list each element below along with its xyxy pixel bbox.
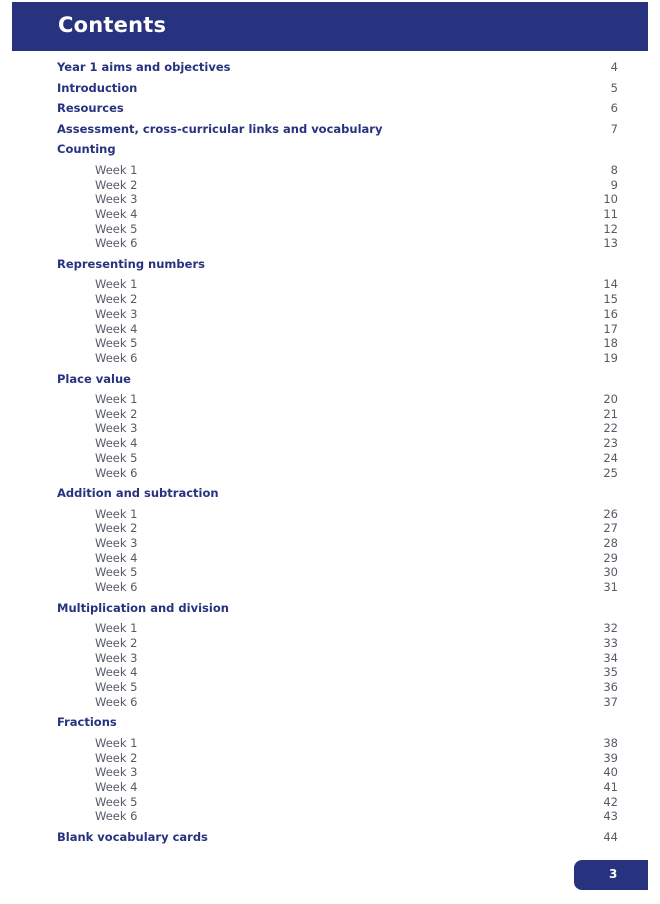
toc-entry-page: 29	[603, 550, 618, 565]
page-number: 3	[609, 867, 618, 881]
toc-week-entry[interactable]	[57, 292, 618, 307]
toc-entry-page: 36	[603, 680, 618, 694]
toc-entry-label: Week 4	[95, 779, 138, 794]
toc-entry-page: 40	[603, 765, 618, 780]
toc-week-entry[interactable]	[57, 351, 618, 366]
toc-entry-label: Blank vocabulary cards	[57, 830, 208, 844]
toc-entry-page: 28	[603, 536, 618, 550]
toc-entry-label: Week 4	[95, 206, 138, 221]
toc-entry-label: Week 2	[95, 292, 138, 307]
toc-entry-page: 21	[603, 406, 618, 421]
toc-entry-page: 38	[603, 735, 618, 750]
toc-entry-page: 10	[603, 192, 618, 207]
toc-week-entry[interactable]	[57, 795, 618, 810]
toc-week-entry[interactable]	[57, 621, 618, 636]
toc-entry-page: 34	[603, 650, 618, 665]
toc-week-entry[interactable]	[57, 565, 618, 580]
toc-entry-page: 42	[603, 794, 618, 809]
toc-entry-label: Addition and subtraction	[57, 486, 219, 501]
page-title: Contents	[58, 13, 167, 37]
toc-week-entry[interactable]	[57, 551, 618, 566]
toc-entry-page: 14	[603, 277, 618, 292]
toc-entry-label: Week 5	[95, 336, 138, 351]
toc-entry-label: Week 6	[95, 809, 138, 824]
toc-entry-label: Resources	[57, 101, 124, 116]
toc-entry-label: Week 2	[95, 177, 138, 192]
page-number-badge	[574, 860, 648, 890]
toc-entry-page: 13	[603, 236, 618, 251]
toc-entry-label: Week 5	[95, 680, 138, 694]
toc-entry-page: 24	[603, 450, 618, 465]
toc-entry-label: Week 5	[95, 565, 138, 580]
toc-week-entry[interactable]	[57, 322, 618, 337]
toc-entry-label: Week 3	[95, 765, 138, 780]
toc-entry-page: 22	[603, 421, 618, 436]
toc-entry-page: 23	[603, 436, 618, 451]
toc-week-entry[interactable]	[57, 392, 618, 407]
toc-entry-page: 35	[603, 665, 618, 680]
toc-entry-page: 11	[603, 206, 618, 221]
toc-entry-label: Week 3	[95, 650, 138, 665]
toc-week-entry[interactable]	[57, 192, 618, 207]
toc-entry-page: 19	[603, 350, 618, 365]
toc-entry-page: 44	[603, 830, 618, 844]
toc-entry-label: Week 3	[95, 192, 138, 207]
toc-entry-page: 12	[603, 221, 618, 236]
toc-entry-label: Week 4	[95, 665, 138, 680]
toc-entry-label: Week 6	[95, 580, 138, 595]
header-banner	[12, 2, 648, 51]
toc-week-entry[interactable]	[57, 466, 618, 481]
toc-entry-label: Week 6	[95, 350, 138, 365]
toc-entry-label: Week 6	[95, 694, 138, 709]
toc-entry-label: Week 2	[95, 521, 138, 536]
toc-entry-label: Week 3	[95, 306, 138, 321]
toc-week-entry[interactable]	[57, 780, 618, 795]
toc-entry-page: 25	[603, 465, 618, 480]
toc-week-entry[interactable]	[57, 407, 618, 422]
toc-entry-label: Assessment, cross-curricular links and vocabulary	[57, 121, 383, 136]
toc-entry-page: 9	[610, 177, 618, 192]
toc-entry-label: Introduction	[57, 80, 138, 95]
toc-week-entry[interactable]	[57, 178, 618, 193]
toc-week-entry[interactable]	[57, 809, 618, 824]
toc-entry-page: 16	[603, 306, 618, 321]
toc-entry-label: Year 1 aims and objectives	[57, 60, 231, 74]
toc-week-entry[interactable]	[57, 651, 618, 666]
toc-entry-label: Fractions	[57, 715, 117, 730]
toc-entry-page: 43	[603, 809, 618, 824]
toc-week-entry[interactable]	[57, 336, 618, 351]
toc-entry-label: Week 6	[95, 465, 138, 480]
toc-entry-page: 39	[603, 750, 618, 765]
toc-entry-label: Counting	[57, 142, 116, 157]
toc-entry-label: Week 1	[95, 621, 138, 636]
toc-entry-label: Week 5	[95, 221, 138, 236]
toc-entry-label: Week 4	[95, 436, 138, 451]
toc-week-entry[interactable]	[57, 680, 618, 695]
toc-entry-page: 30	[603, 565, 618, 580]
toc-week-entry[interactable]	[57, 536, 618, 551]
toc-section-entry[interactable]	[57, 142, 618, 163]
toc-section-entry[interactable]	[57, 81, 618, 102]
toc-week-entry[interactable]	[57, 695, 618, 710]
toc-week-entry[interactable]	[57, 277, 618, 292]
toc-entry-page: 41	[603, 779, 618, 794]
toc-entry-label: Week 2	[95, 406, 138, 421]
toc-entry-page: 32	[603, 621, 618, 636]
toc-section-entry[interactable]	[57, 122, 618, 143]
toc-section-entry[interactable]	[57, 372, 618, 393]
toc-week-entry[interactable]	[57, 507, 618, 522]
toc-entry-label: Week 2	[95, 750, 138, 765]
toc-entry-page: 4	[610, 60, 618, 74]
toc-entry-label: Representing numbers	[57, 257, 205, 271]
toc-entry-page: 15	[603, 292, 618, 307]
toc-entry-page: 20	[603, 392, 618, 406]
toc-entry-page: 37	[603, 694, 618, 709]
toc-week-entry[interactable]	[57, 636, 618, 651]
toc-entry-label: Week 5	[95, 794, 138, 809]
toc-entry-page: 31	[603, 580, 618, 595]
toc-section-entry[interactable]	[57, 257, 618, 278]
toc-entry-label: Week 1	[95, 277, 138, 292]
toc-section-entry[interactable]	[57, 715, 618, 736]
toc-entry-label: Week 3	[95, 421, 138, 436]
toc-entry-page: 18	[603, 336, 618, 351]
toc-week-entry[interactable]	[57, 451, 618, 466]
toc-entry-page: 26	[603, 506, 618, 521]
toc-week-entry[interactable]	[57, 163, 618, 178]
toc-week-entry[interactable]	[57, 751, 618, 766]
toc-entry-label: Week 2	[95, 635, 138, 650]
toc-entry-page: 7	[610, 121, 618, 136]
toc-entry-label: Multiplication and division	[57, 600, 229, 615]
toc-week-entry[interactable]	[57, 421, 618, 436]
toc-entry-page: 17	[603, 321, 618, 336]
toc-week-entry[interactable]	[57, 521, 618, 536]
toc-week-entry[interactable]	[57, 236, 618, 251]
toc-entry-page: 27	[603, 521, 618, 536]
toc-entry-label: Week 1	[95, 162, 138, 177]
toc-week-entry[interactable]	[57, 580, 618, 595]
toc-entry-label: Week 4	[95, 550, 138, 565]
toc-section-entry[interactable]	[57, 60, 618, 81]
toc-entry-label: Week 1	[95, 392, 138, 406]
toc-section-entry[interactable]	[57, 101, 618, 122]
toc-entry-page: 33	[603, 635, 618, 650]
toc-entry-label: Place value	[57, 371, 131, 386]
toc-entry-label: Week 4	[95, 321, 138, 336]
toc-entry-page: 8	[610, 162, 618, 177]
toc-entry-page: 5	[610, 80, 618, 95]
toc-week-entry[interactable]	[57, 307, 618, 322]
toc-section-entry[interactable]	[57, 486, 618, 507]
toc-week-entry[interactable]	[57, 222, 618, 237]
toc-entry-page: 6	[610, 101, 618, 116]
toc-week-entry[interactable]	[57, 736, 618, 751]
toc-week-entry[interactable]	[57, 436, 618, 451]
toc-week-entry[interactable]	[57, 765, 618, 780]
toc-section-entry[interactable]	[57, 830, 618, 851]
toc-entry-label: Week 1	[95, 506, 138, 521]
toc-entry-label: Week 3	[95, 536, 138, 550]
toc-entry-label: Week 1	[95, 735, 138, 750]
toc-section-entry[interactable]	[57, 601, 618, 622]
toc-entry-label: Week 5	[95, 450, 138, 465]
toc-entry-label: Week 6	[95, 236, 138, 251]
toc-week-entry[interactable]	[57, 207, 618, 222]
toc-week-entry[interactable]	[57, 665, 618, 680]
